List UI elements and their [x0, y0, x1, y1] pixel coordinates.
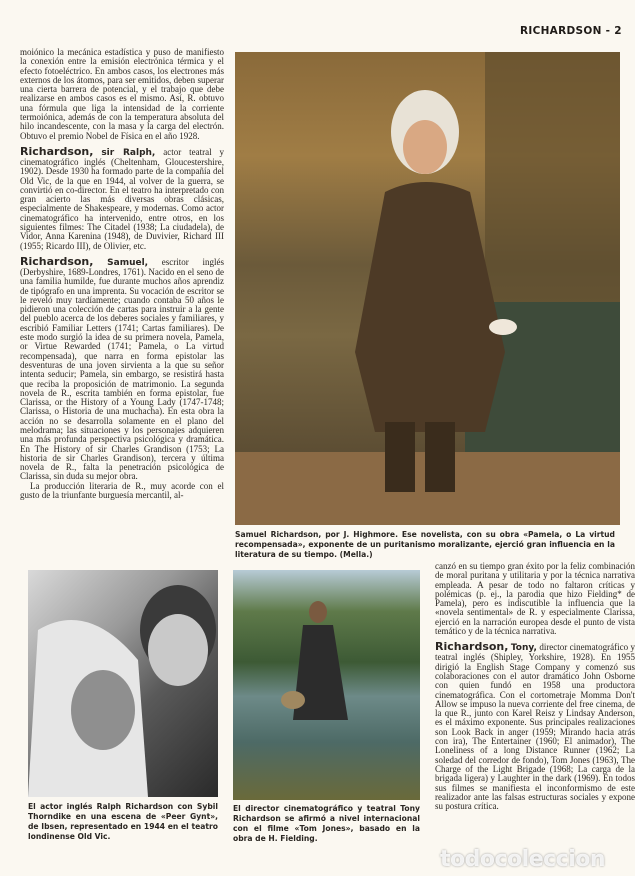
- entry-body: actor teatral y cinematográfico inglés (Cheltenham, Gloucestershire, 1902). Desde 1930 ha formado parte de la compañía del Old Vic, de la que en 1944, al volver de la guerra, se convirtió en co-director. En el teatro ha interpretado con gran acierto las más diversas obras clásicas, especialmente de Shakespeare, y modernas. Como actor cinematográfico ha intervenido, entre otros, en los siguientes filmes: The Citadel (1938; La ciudadela), de Vidor, Anna Karenina (1948), de Duvivier, Richard III (1955; Ricardo III), de Olivier, etc.: [20, 146, 224, 251]
- running-head: RICHARDSON - 2: [520, 25, 622, 37]
- entry-surname: Richardson,: [20, 144, 94, 158]
- entry-given-name: Tony,: [510, 643, 537, 654]
- intro-paragraph: moiónico la mecánica estadística y puso de manifiesto la conexión entre la emisión electrónica térmica y el efecto fotoeléctrico. En ambos casos, los electrones más externos de los átomos, para ser emitidos, deben superar una cierta barrera de potencial, y el trabajo que debe realizarse en ambos casos es el mismo. Así, R. obtuvo una fórmula que liga la intensidad de la corriente termoiónica, además de con la temperatura absoluta del hilo incandescente, con la masa y la carga del electrón. Obtuvo el premio Nobel de Física en el año 1928.: [20, 47, 224, 141]
- entry-samuel-continuation: La producción literaria de R., muy acorde con el gusto de la triunfante burguesía mercantil, al-: [20, 480, 224, 501]
- entry-body: director cinematográfico y teatral inglés (Shipley, Yorkshire, 1928). En 1955 dirigió la English Stage Company y comenzó sus colaboraciones con el autor dramático John Osborne con quien fundó en 1958 una productora cinematográfica. Con el cortometraje Momma Don't Allow se impuso la nueva corriente del free cinema, de la que R., junto con Karel Reisz y Lindsay Anderson, es el máximo exponente. Sus principales realizaciones son Look Back in anger (1959; Mirando hacia atrás con ira), The Entertainer (1960; El animador), The Loneliness of a long Distance Runner (1962; La soledad del corredor de fondo), Tom Jones (1963), The Charge of the Light Brigade (1968; La carga de la brigada ligera) y Laughter in the dark (1969). En todos sus filmes se manifiesta el inconformismo de este realizador ante las falsas estructuras sociales y expone su postura crítica.: [435, 642, 635, 812]
- watermark-logo: todocoleccion: [440, 847, 606, 872]
- entry-given-name: sir Ralph,: [101, 147, 156, 158]
- samuel-continuation: canzó en su tiempo gran éxito por la feliz combinación de moral puritana y utilitaria y por la técnica narrativa empleada. A pesar de todo no faltaron críticas y polémicas (p. ej., la parodia que hizo Fielding* de Pamela), pero es indiscutible la influencia que la «novela sentimental» de R. y especialmente Clarissa, ejerció en la narración europea desde el punto de vista temático y de la técnica narrativa.: [435, 561, 635, 637]
- painting-caption: Samuel Richardson, por J. Highmore. Ese novelista, con su obra «Pamela, o La virtud recompensada», exponente de un puritanismo moralizante, ejerció gran influencia en la literatura de su tiempo. (Mella.): [235, 530, 615, 559]
- photo-ralph-caption: El actor inglés Ralph Richardson con Sybil Thorndike en una escena de «Peer Gynt», de Ibsen, representado en 1944 en el teatro londinense Old Vic.: [28, 802, 218, 841]
- entry-surname: Richardson,: [435, 640, 509, 654]
- entry-given-name: Samuel,: [107, 257, 149, 268]
- entry-surname: Richardson,: [20, 254, 94, 268]
- photo-tony-caption: El director cinematográfico y teatral Tony Richardson se afirmó a nivel internacional con el filme «Tom Jones», basado en la obra de H. Fielding.: [233, 804, 420, 843]
- entry-tony: [435, 642, 635, 811]
- entry-body: escritor inglés (Derbyshire, 1689-Londres, 1761). Nacido en el seno de una familia humilde, fue durante muchos años aprendiz de tipógrafo en una imprenta. Su vocación de escritor se le reveló muy tardíamente; cuando contaba 50 años le pidieron una colección de cartas para instruir a la gente del pueblo acerca de los deberes sociales y familiares, y escribió Familiar Letters (1741; Cartas familiares). De este modo surgió la idea de su primera novela, Pamela, or Virtue Rewarded (1741; Pamela, o La virtud recompensada), que narra en forma epistolar las desventuras de una joven sirvienta a la que su señor intenta seducir; Pamela, sin embargo, se resistirá hasta que reciba la proposición de matrimonio. La segunda novela de R., escrita también en forma epistolar, fue Clarissa, or the History of a Young Lady (1747-1748; Clarissa, o Historia de una muchacha). En esta obra la acción no se desarrolla solamente en el plano del melodrama; las situaciones y los personajes adquieren una más profunda perspectiva psicológica y dramática. En The History of sir Charles Grandison (1753; La historia de sir Charles Grandison), tercera y última novela de R., falta la penetración psicológica de Clarissa, sin duda su mejor obra.: [20, 256, 224, 482]
- right-text-column: [435, 562, 635, 811]
